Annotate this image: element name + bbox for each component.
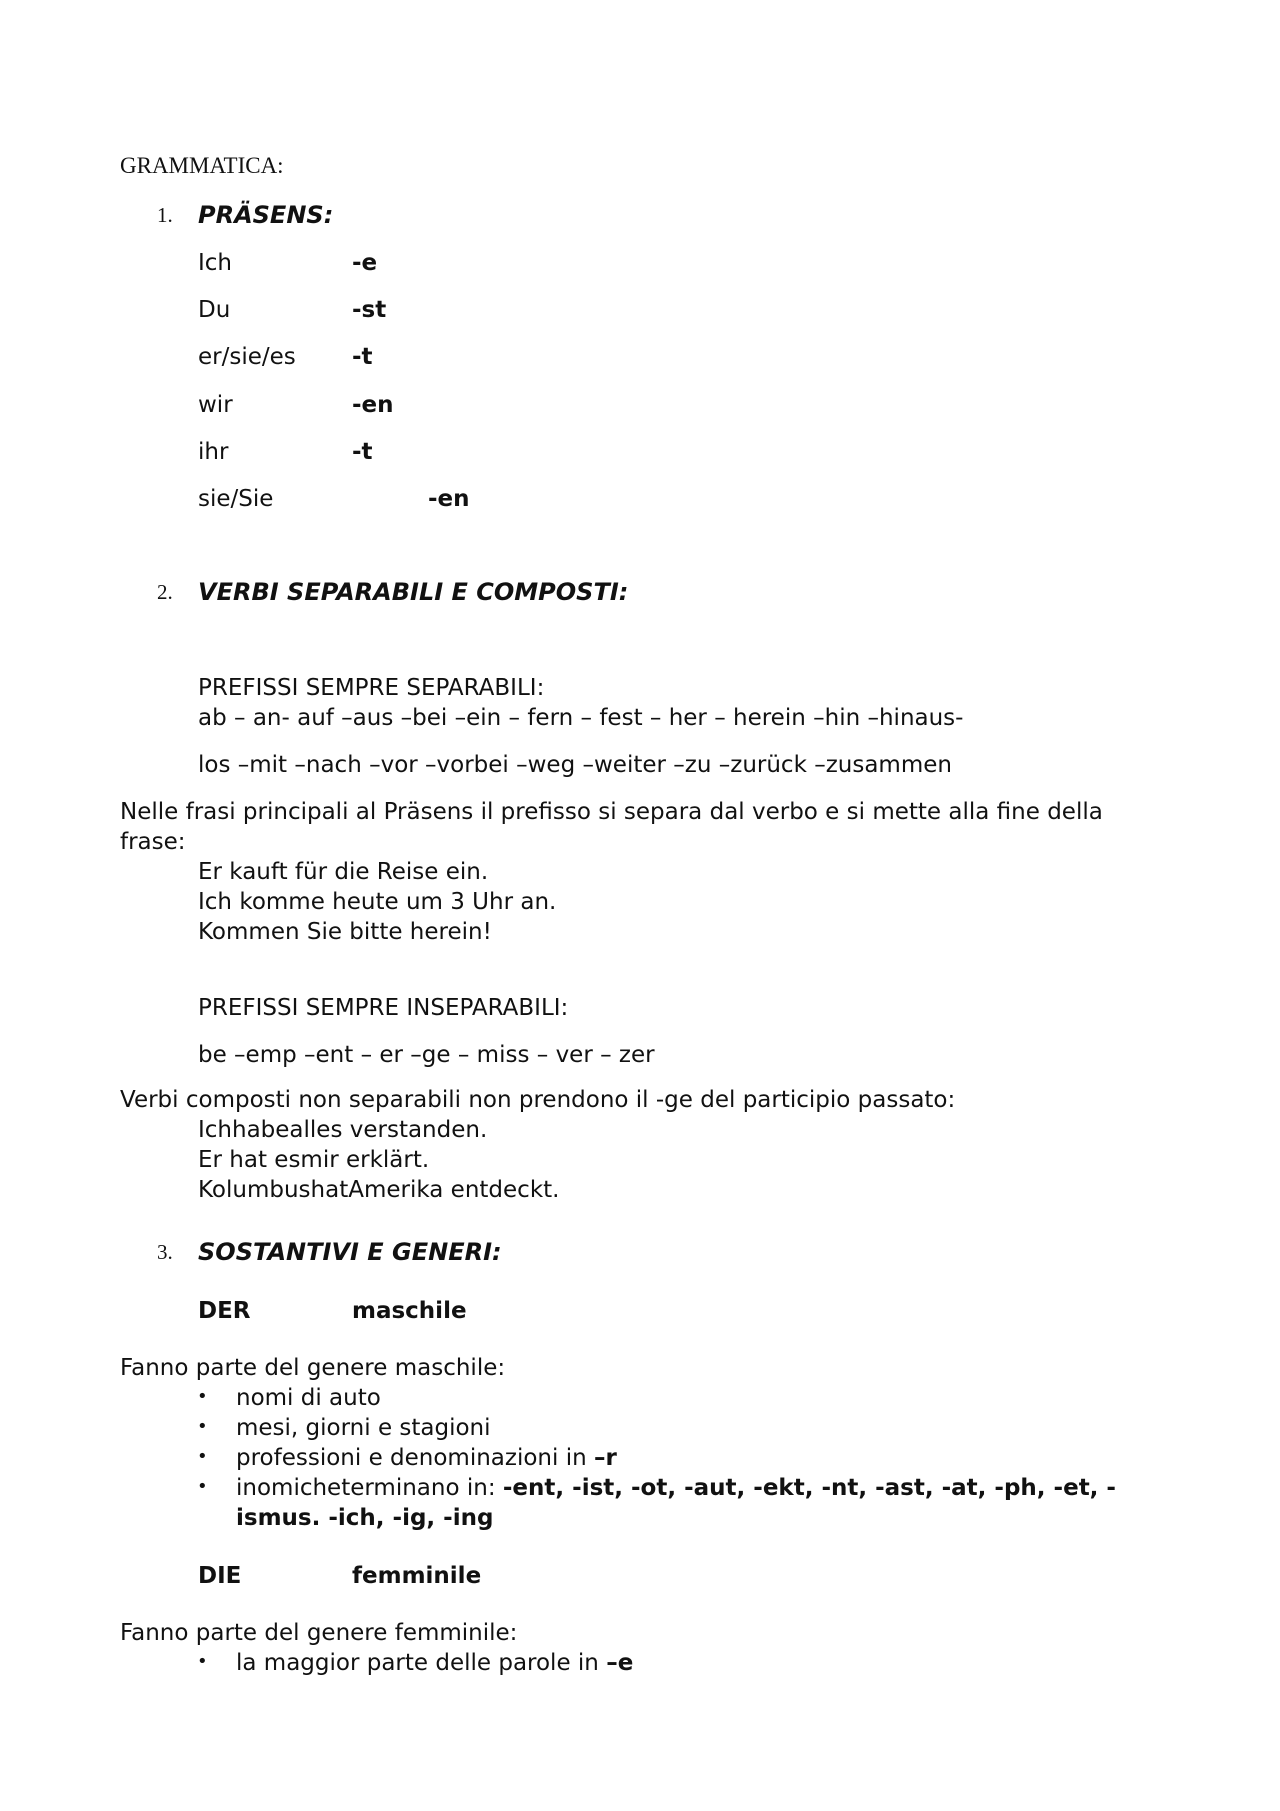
bullet-marker: • [197,1651,208,1672]
example-sentence: Er kauft für die Reise ein. [198,859,489,885]
separable-heading: PREFISSI SEMPRE SEPARABILI: [198,675,545,701]
conjugation-pronoun: Ich [198,250,233,276]
conjugation-pronoun: er/sie/es [198,344,296,370]
bullet-marker: • [197,1446,208,1467]
conjugation-pronoun: sie/Sie [198,486,274,512]
section-title-sostantivi: SOSTANTIVI E GENERI: [198,1238,502,1266]
feminine-intro: Fanno parte del genere femminile: [120,1620,518,1646]
list-item: mesi, giorni e stagioni [236,1415,491,1441]
list-item-text: professioni e denominazioni in [236,1445,594,1471]
article-die: DIE [198,1563,242,1589]
list-item-bold: -ent, -ist, -ot, -aut, -ekt, -nt, -ast, -at, -ph, -et, - [502,1475,1116,1501]
conjugation-ending: -en [428,486,470,512]
section-title-prasens: PRÄSENS: [198,201,334,229]
bullet-marker: • [197,1416,208,1437]
gender-femminile: femminile [352,1563,482,1589]
inseparable-heading: PREFISSI SEMPRE INSEPARABILI: [198,995,569,1021]
conjugation-ending: -e [352,250,378,276]
list-item-bold: –e [606,1650,634,1676]
inseparable-prefixes-line: be –emp –ent – er –ge – miss – ver – zer [198,1042,655,1068]
list-item-text: inomicheterminano in: [236,1475,503,1501]
section-number-1: 1. [157,203,173,227]
list-item [236,1473,1116,1503]
conjugation-ending: -t [352,439,373,465]
separable-prefixes-line: los –mit –nach –vor –vorbei –weg –weiter –zu –zurück –zusammen [198,752,952,778]
inseparable-note: Verbi composti non separabili non prendono il -ge del participio passato: [120,1087,956,1113]
list-item [236,1443,617,1473]
bullet-marker: • [197,1386,208,1407]
section-title-verbi: VERBI SEPARABILI E COMPOSTI: [198,578,629,606]
conjugation-pronoun: ihr [198,439,229,465]
list-item-text: la maggior parte delle parole in [236,1650,607,1676]
example-sentence: Kommen Sie bitte herein! [198,919,492,945]
example-sentence: KolumbushatAmerika entdeckt. [198,1177,560,1203]
article-der: DER [198,1298,251,1324]
conjugation-pronoun: wir [198,392,233,418]
masculine-intro: Fanno parte del genere maschile: [120,1355,506,1381]
separable-note: frase: [120,829,186,855]
separable-prefixes-line: ab – an- auf –aus –bei –ein – fern – fest – her – herein –hin –hinaus- [198,705,964,731]
document-header: GRAMMATICA: [120,153,284,178]
example-sentence: Ichhabealles verstanden. [198,1117,488,1143]
conjugation-pronoun: Du [198,297,231,323]
separable-note: Nelle frasi principali al Präsens il prefisso si separa dal verbo e si mette alla fine della [120,799,1103,825]
list-item [236,1648,633,1678]
conjugation-ending: -en [352,392,394,418]
example-sentence: Ich komme heute um 3 Uhr an. [198,889,557,915]
list-item-bold: –r [594,1445,617,1471]
conjugation-ending: -st [352,297,387,323]
section-number-3: 3. [157,1240,173,1264]
example-sentence: Er hat esmir erklärt. [198,1147,430,1173]
list-item: nomi di auto [236,1385,381,1411]
list-item-continuation: ismus. -ich, -ig, -ing [236,1505,494,1531]
bullet-marker: • [197,1476,208,1497]
conjugation-ending: -t [352,344,373,370]
section-number-2: 2. [157,580,173,604]
gender-maschile: maschile [352,1298,467,1324]
